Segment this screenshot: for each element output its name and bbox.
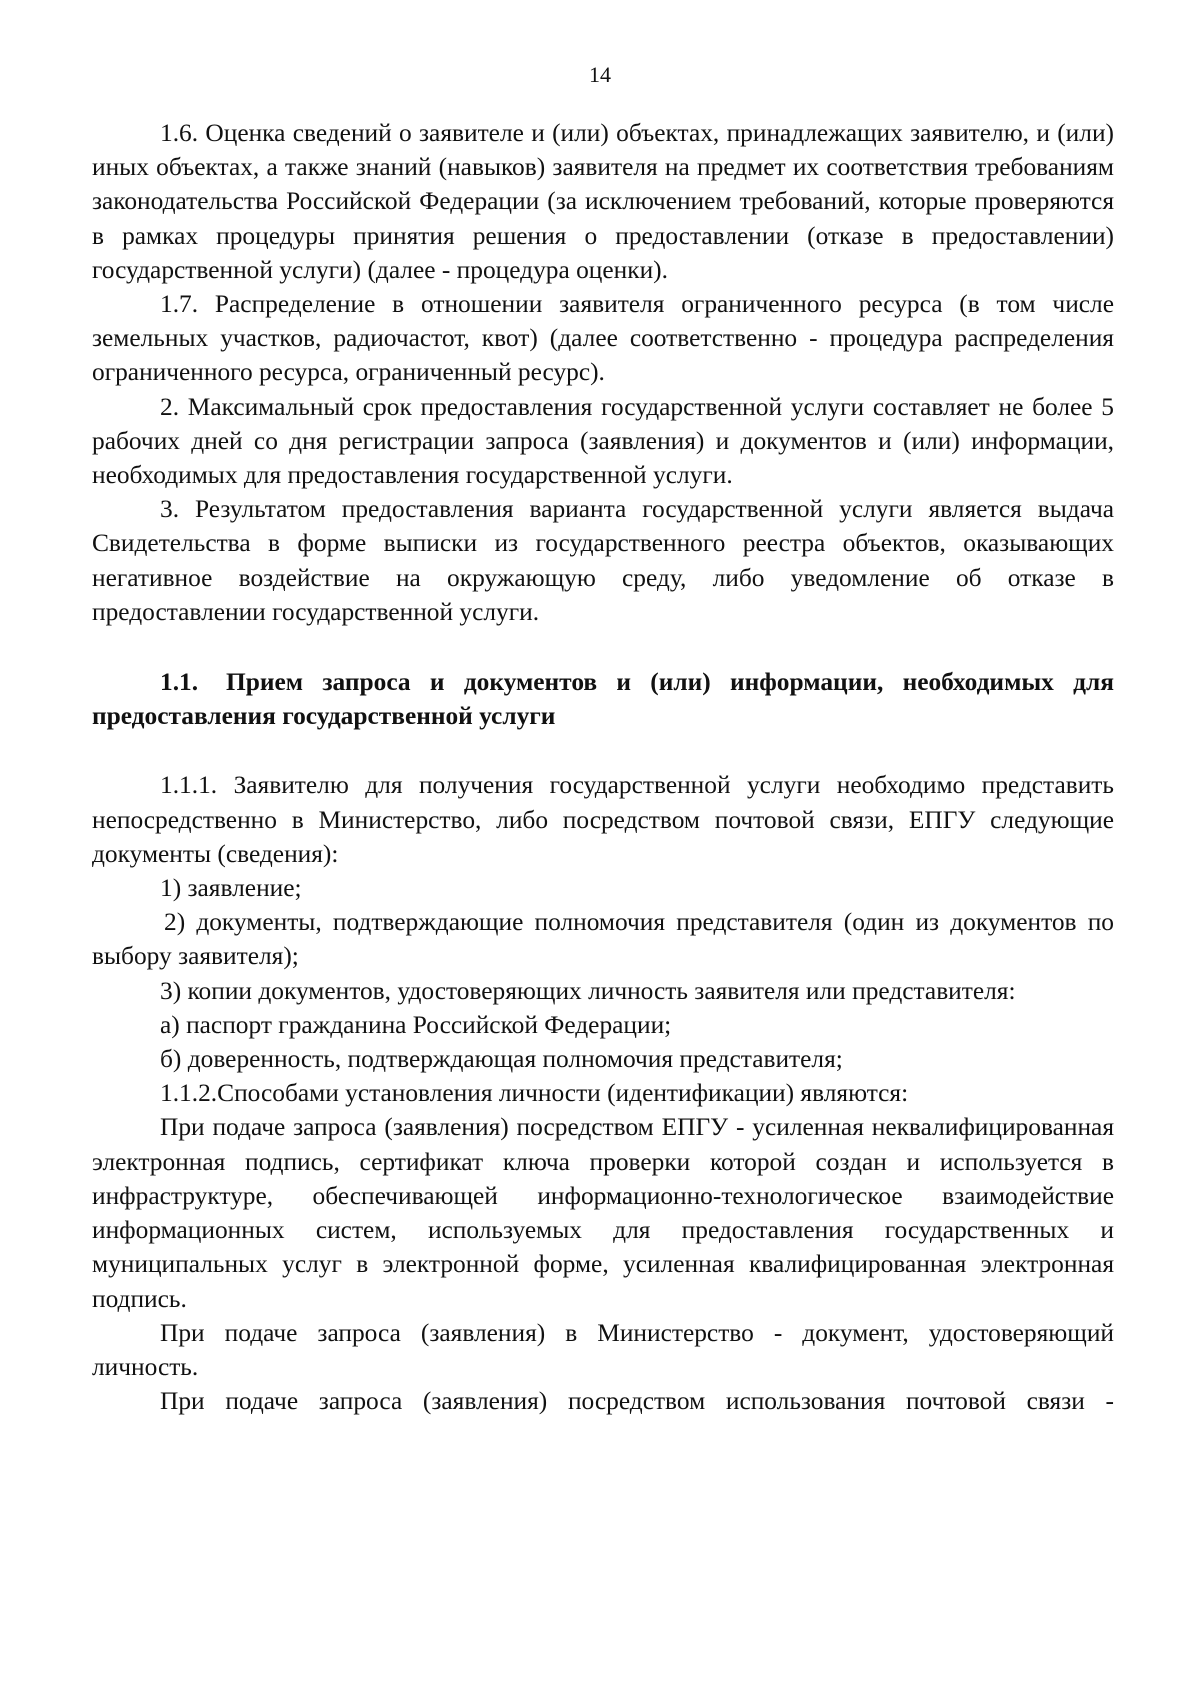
document-body bbox=[92, 116, 1114, 1418]
paragraph-ministry: При подаче запроса (заявления) в Министерство - документ, удостоверяющий личность. bbox=[92, 1318, 1114, 1381]
list-item-3: 3) копии документов, удостоверяющих личность заявителя или представителя: bbox=[160, 976, 1016, 1005]
paragraph-1-7: 1.7. Распределение в отношении заявителя ограниченного ресурса (в том числе земельных участков, радиочастот, квот) (далее соответственно - процедура распределения ограниченного ресурса, ограниченный ресурс). bbox=[92, 290, 1114, 387]
section-heading-number: 1.1. bbox=[160, 668, 199, 697]
paragraph-1-6: 1.6. Оценка сведений о заявителе и (или) объектах, принадлежащих заявителю, и (или) иных объектах, а также знаний (навыков) заявителя на предмет их соответствия требованиям законодательства Российской Федерации (за исключением требований, которые проверяются в рамках процедуры принятия решения о предоставлении (отказе в предоставлении) государственной услуги) (далее - процедура оценки). bbox=[92, 119, 1114, 284]
page-number: 14 bbox=[589, 62, 611, 87]
paragraph-1-1-2: 1.1.2.Способами установления личности (идентификации) являются: bbox=[160, 1079, 909, 1108]
paragraph-epgu: При подаче запроса (заявления) посредством ЕПГУ - усиленная неквалифицированная электронная подпись, сертификат ключа проверки которой создан и используется в инфраструктуре, обеспечивающей информационно-технологическое взаимодействие информационных систем, используемых для предоставления государственных и муниципальных услуг в электронной форме, усиленная квалифицированная электронная подпись. bbox=[92, 1113, 1114, 1313]
paragraph-1-1-1: 1.1.1. Заявителю для получения государственной услуги необходимо представить непосредственно в Министерство, либо посредством почтовой связи, ЕПГУ следующие документы (сведения): bbox=[92, 771, 1114, 868]
paragraph-postal: При подаче запроса (заявления) посредством использования почтовой связи - bbox=[160, 1387, 1114, 1416]
spacer bbox=[92, 733, 1114, 768]
section-heading bbox=[92, 665, 1114, 733]
section-heading-text: Прием запроса и документов и (или) информации, необходимых для предоставления государственной услуги bbox=[92, 668, 1114, 731]
list-item-1: 1) заявление; bbox=[160, 874, 302, 903]
paragraph-3: 3. Результатом предоставления варианта государственной услуги является выдача Свидетельства в форме выписки из государственного реестра объектов, оказывающих негативное воздействие на окружающую среду, либо уведомление об отказе в предоставлении государственной услуги. bbox=[92, 495, 1114, 626]
list-item-b: б) доверенность, подтверждающая полномочия представителя; bbox=[160, 1045, 843, 1074]
list-item-a: а) паспорт гражданина Российской Федерации; bbox=[160, 1010, 672, 1039]
paragraph-2: 2. Максимальный срок предоставления государственной услуги составляет не более 5 рабочих дней со дня регистрации запроса (заявления) и документов и (или) информации, необходимых для предоставления государственной услуги. bbox=[92, 392, 1114, 490]
list-item-2: 2) документы, подтверждающие полномочия представителя (один из документов по выбору заявителя); bbox=[92, 908, 1114, 971]
